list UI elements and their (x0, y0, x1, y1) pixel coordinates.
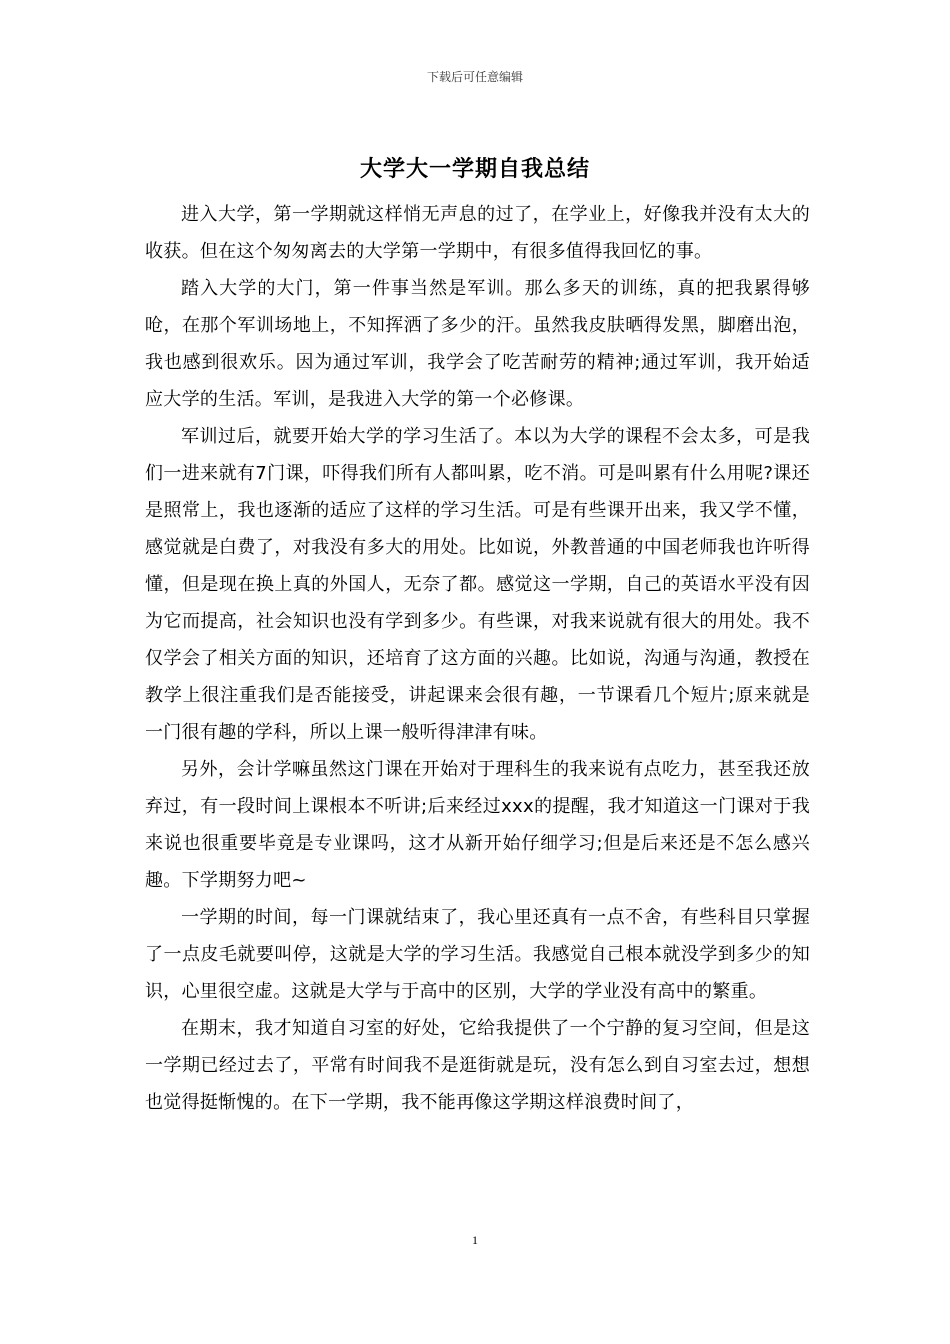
document-title: 大学大一学期自我总结 (359, 157, 590, 182)
paragraph: 另外，会计学嘛虽然这门课在开始对于理科生的我来说有点吃力，甚至我还放弃过，有一段时间上课根本不听讲;后来经过xxx的提醒，我才知道这一门课对于我来说也很重要毕竟是专业课吗，这才从新开始仔细学习;但是后来还是不怎么感兴趣。下学期努力吧~ (145, 759, 810, 891)
paragraph: 一学期的时间，每一门课就结束了，我心里还真有一点不舍，有些科目只掌握了一点皮毛就要叫停，这就是大学的学习生活。我感觉自己根本就没学到多少的知识，心里很空虚。这就是大学与于高中的区别，大学的学业没有高中的繁重。 (145, 907, 810, 1002)
paragraph: 在期末，我才知道自习室的好处，它给我提供了一个宁静的复习空间，但是这一学期已经过去了，平常有时间我不是逛街就是玩，没有怎么到自习室去过，想想也觉得挺惭愧的。在下一学期，我不能再像这学期这样浪费时间了， (145, 1018, 810, 1113)
header-note: 下载后可任意编辑 (426, 70, 523, 84)
paragraph: 进入大学，第一学期就这样悄无声息的过了，在学业上，好像我并没有太大的收获。但在这个匆匆离去的大学第一学期中，有很多值得我回忆的事。 (145, 204, 810, 262)
document-body (145, 196, 810, 1121)
page-number: 1 (472, 1233, 478, 1247)
paragraph: 军训过后，就要开始大学的学习生活了。本以为大学的课程不会太多，可是我们一进来就有7门课，吓得我们所有人都叫累，吃不消。可是叫累有什么用呢?课还是照常上，我也逐渐的适应了这样的学习生活。可是有些课开出来，我又学不懂，感觉就是白费了，对我没有多大的用处。比如说，外教普通的中国老师我也许听得懂，但是现在换上真的外国人，无奈了都。感觉这一学期，自己的英语水平没有因为它而提高，社会知识也没有学到多少。有些课，对我来说就有很大的用处。我不仅学会了相关方面的知识，还培育了这方面的兴趣。比如说，沟通与沟通，教授在教学上很注重我们是否能接受，讲起课来会很有趣，一节课看几个短片;原来就是一门很有趣的学科，所以上课一般听得津津有味。 (145, 426, 810, 743)
paragraph: 踏入大学的大门，第一件事当然是军训。那么多天的训练，真的把我累得够呛，在那个军训场地上，不知挥洒了多少的汗。虽然我皮肤晒得发黑，脚磨出泡，我也感到很欢乐。因为通过军训，我学会了吃苦耐劳的精神;通过军训，我开始适应大学的生活。军训，是我进入大学的第一个必修课。 (145, 278, 810, 410)
